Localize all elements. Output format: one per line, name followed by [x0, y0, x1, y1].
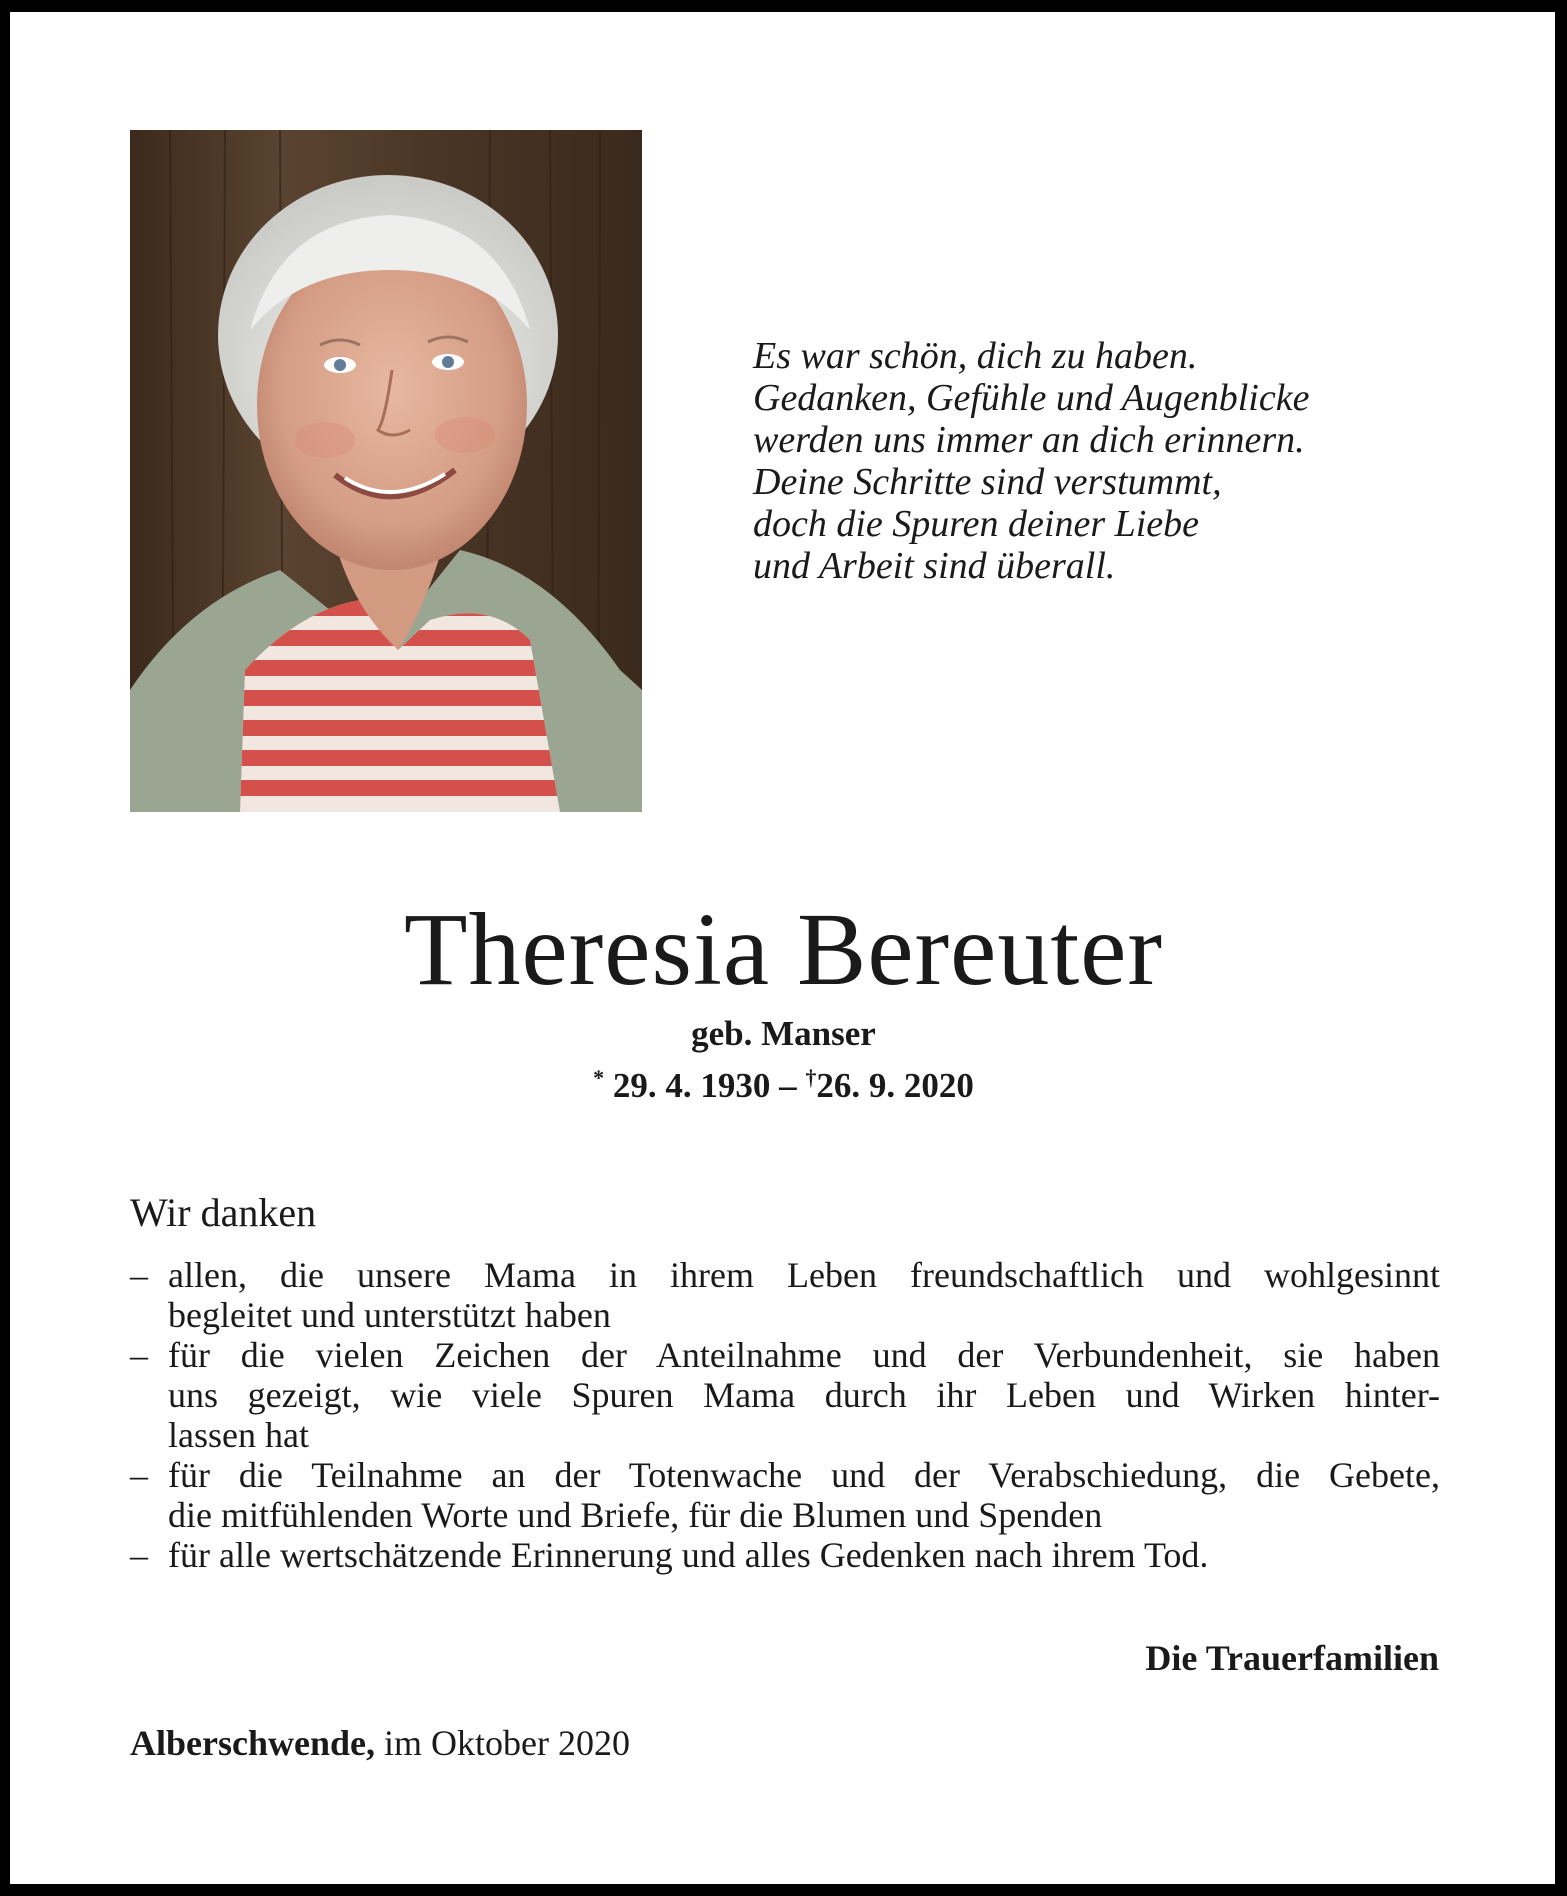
- verse-line: Gedanken, Gefühle und Augenblicke: [753, 377, 1310, 419]
- verse-line: und Arbeit sind überall.: [753, 545, 1116, 587]
- list-item-line: allen, die unsere Mama in ihrem Leben freundschaftlich und wohlgesinnt: [168, 1255, 1440, 1295]
- dash-bullet: –: [130, 1255, 148, 1295]
- thanks-heading: Wir danken: [130, 1190, 317, 1235]
- list-item: [130, 1335, 1440, 1455]
- date-separator: –: [779, 1066, 797, 1105]
- list-item-line: für die vielen Zeichen der Anteilnahme und der Verbundenheit, sie haben: [168, 1335, 1440, 1375]
- verse-line: doch die Spuren deiner Liebe: [753, 503, 1200, 545]
- list-item: [130, 1535, 1440, 1575]
- birth-symbol: *: [593, 1065, 605, 1090]
- dash-bullet: –: [130, 1535, 148, 1575]
- portrait-photo: [130, 130, 642, 812]
- date-text: im Oktober 2020: [375, 1723, 630, 1763]
- place-name: Alberschwende,: [130, 1723, 375, 1763]
- list-item-line: begleitet und unterstützt haben: [168, 1295, 611, 1335]
- dash-bullet: –: [130, 1335, 148, 1375]
- list-item-line: lassen hat: [168, 1415, 309, 1455]
- dash-bullet: –: [130, 1455, 148, 1495]
- place-date: [130, 1722, 630, 1764]
- death-date: 26. 9. 2020: [816, 1066, 974, 1105]
- signature: Die Trauerfamilien: [1145, 1638, 1439, 1678]
- death-symbol: †: [805, 1065, 817, 1090]
- deceased-name: Theresia Bereuter: [403, 892, 1163, 1007]
- list-item-line: für alle wertschätzende Erinnerung und alles Gedenken nach ihrem Tod.: [168, 1535, 1209, 1575]
- birth-name: geb. Manser: [691, 1014, 876, 1053]
- list-item-line: uns gezeigt, wie viele Spuren Mama durch ihr Leben und Wirken hinter-: [168, 1375, 1440, 1415]
- birth-date: 29. 4. 1930: [612, 1066, 771, 1105]
- verse-line: werden uns immer an dich erinnern.: [753, 419, 1305, 461]
- list-item-line: für die Teilnahme an der Totenwache und der Verabschiedung, die Gebete,: [168, 1455, 1440, 1495]
- list-item-line: die mitfühlenden Worte und Briefe, für die Blumen und Spenden: [168, 1495, 1103, 1535]
- verse-line: Deine Schritte sind verstummt,: [753, 461, 1222, 503]
- verse-quote: [753, 335, 1453, 587]
- thanks-list: [130, 1255, 1440, 1575]
- life-dates: [0, 1057, 1567, 1107]
- list-item: [130, 1455, 1440, 1535]
- verse-line: Es war schön, dich zu haben.: [753, 335, 1198, 377]
- list-item: [130, 1255, 1440, 1335]
